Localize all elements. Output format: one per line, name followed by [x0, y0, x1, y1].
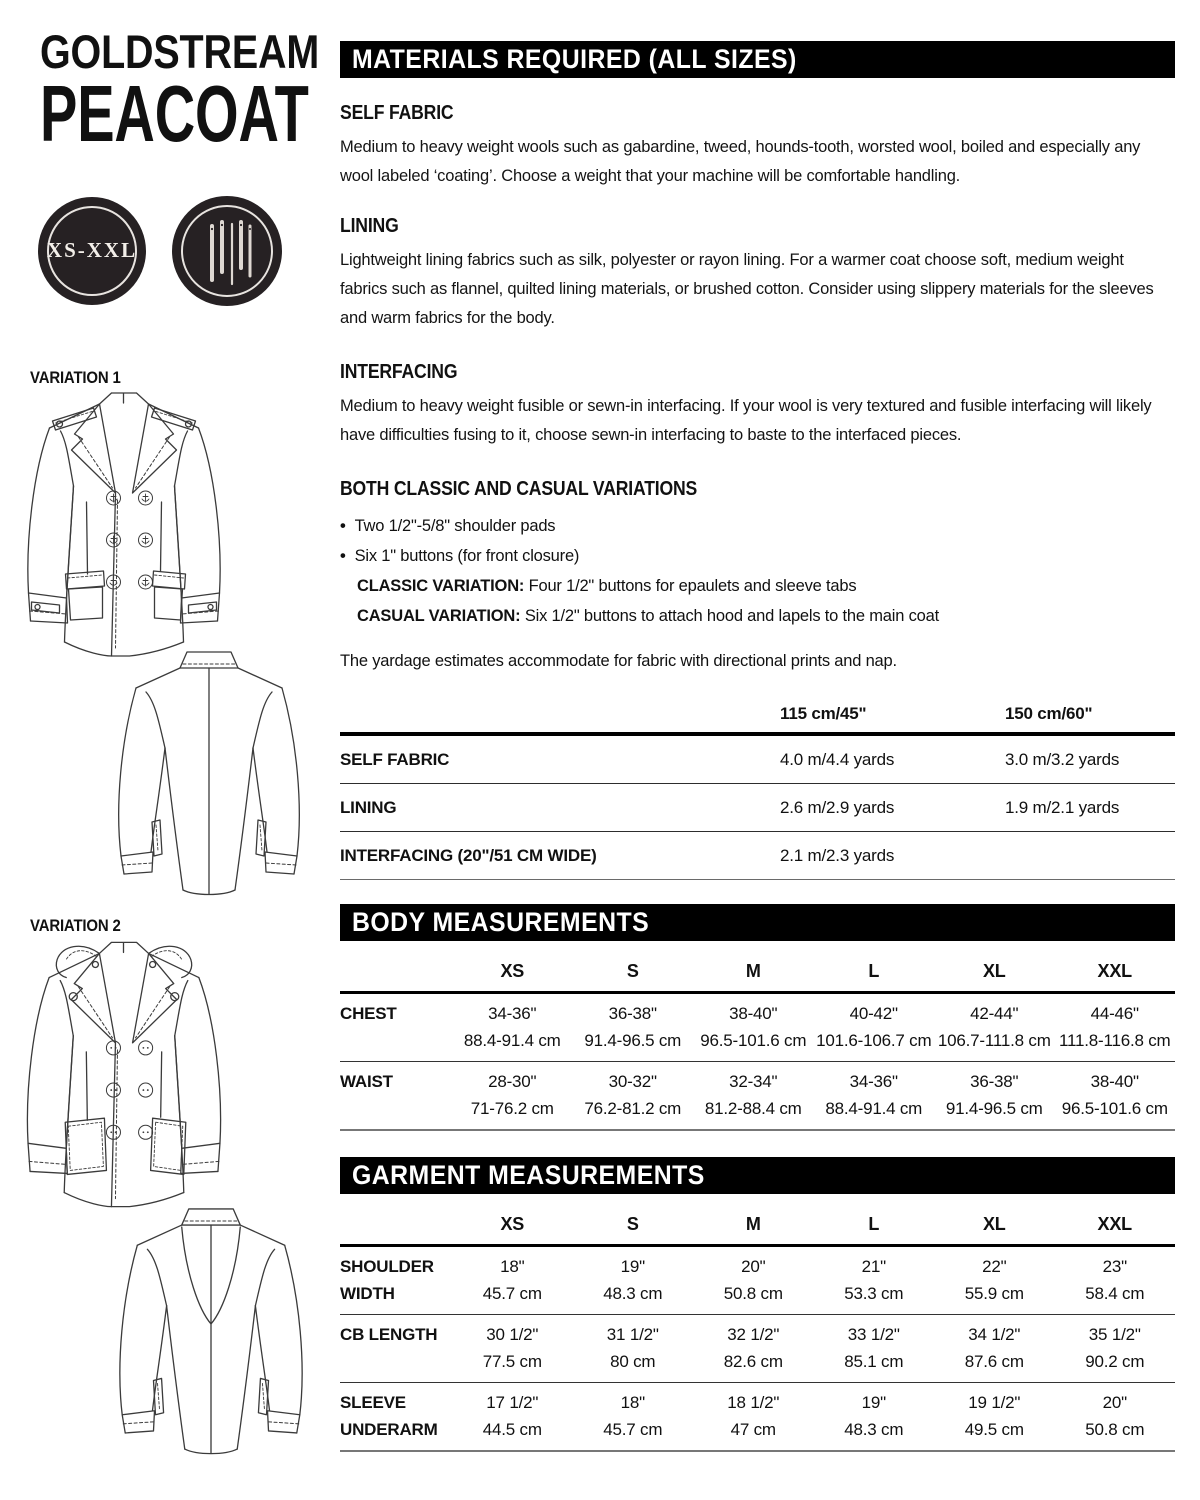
size-range-badge	[38, 197, 146, 305]
needles-badge	[172, 196, 282, 306]
cb-length-row: CB LENGTH 30 1/2" 77.5 cm 31 1/2" 80 cm 32 1/2" 82.6 cm 33 1/2" 85.1 cm 34 1/2" 87.6 cm 35 1/2" 90.2 cm	[340, 1315, 1175, 1383]
waist-row: WAIST 28-30" 71-76.2 cm 30-32" 76.2-81.2 cm 32-34" 81.2-88.4 cm 34-36" 88.4-91.4 cm 36-38" 91.4-96.5 cm 38-40" 96.5-101.6 cm	[340, 1062, 1175, 1131]
needles-icon	[172, 196, 282, 306]
yardage-col-150: 150 cm/60"	[1005, 704, 1093, 723]
garment-size-header-row: XS S M L XL XXL	[340, 1200, 1175, 1247]
yardage-row-lining: LINING 2.6 m/2.9 yards 1.9 m/2.1 yards	[340, 784, 1175, 832]
yardage-col-115: 115 cm/45"	[780, 704, 867, 723]
garment-measurements-table	[340, 1200, 1175, 1452]
casual-variation-line	[340, 601, 1175, 631]
variation-1-label: VARIATION 1	[30, 368, 121, 387]
chest-row: CHEST 34-36" 88.4-91.4 cm 36-38" 91.4-96.5 cm 38-40" 96.5-101.6 cm 40-42" 101.6-106.7 cm 42-44" 106.7-111.8 cm 44-46" 111.8-116.8 cm	[340, 994, 1175, 1062]
classic-variation-line	[340, 571, 1175, 601]
self-fabric-heading: SELF FABRIC	[340, 102, 454, 124]
size-range-text: XS-XXL	[46, 238, 138, 262]
casual-variation-label: CASUAL VARIATION:	[357, 607, 521, 625]
garment-measurements-header-bar	[340, 1157, 1175, 1194]
shoulder-width-row: SHOULDER WIDTH 18" 45.7 cm 19" 48.3 cm 20" 50.8 cm 21" 53.3 cm 22" 55.9 cm 23" 58.4 cm	[340, 1247, 1175, 1315]
left-column	[0, 0, 340, 1500]
variations-heading: BOTH CLASSIC AND CASUAL VARIATIONS	[340, 478, 698, 500]
yardage-header-row	[340, 690, 1175, 736]
materials-header-bar	[340, 41, 1175, 78]
right-column	[340, 0, 1175, 1452]
yardage-row-self-fabric: SELF FABRIC 4.0 m/4.4 yards 3.0 m/3.2 yards	[340, 736, 1175, 784]
variation-2-label: VARIATION 2	[30, 916, 121, 935]
bullet-front-buttons: • Six 1" buttons (for front closure)	[340, 541, 1175, 571]
yardage-row-interfacing: INTERFACING (20"/51 CM WIDE) 2.1 m/2.3 yards	[340, 832, 1175, 880]
interfacing-heading: INTERFACING	[340, 361, 458, 383]
pattern-title-line1: GOLDSTREAM	[40, 25, 320, 78]
materials-header-text: MATERIALS REQUIRED (ALL SIZES)	[351, 44, 797, 74]
yardage-table	[340, 690, 1175, 880]
variation-1-front-illustration	[16, 390, 232, 662]
body-size-header-row: XS S M L XL XXL	[340, 947, 1175, 994]
garment-measurements-header-text: GARMENT MEASUREMENTS	[351, 1160, 705, 1190]
pattern-title-line2: PEACOAT	[40, 69, 309, 158]
sleeve-underarm-row: SLEEVE UNDERARM 17 1/2" 44.5 cm 18" 45.7 cm 18 1/2" 47 cm 19" 48.3 cm 19 1/2" 49.5 cm 20" 50.8 cm	[340, 1383, 1175, 1452]
bullet-shoulder-pads: • Two 1/2"-5/8" shoulder pads	[340, 511, 1175, 541]
body-measurements-table	[340, 947, 1175, 1131]
classic-variation-label: CLASSIC VARIATION:	[357, 577, 525, 595]
self-fabric-body: Medium to heavy weight wools such as gabardine, tweed, hounds-tooth, worsted wool, boiled and especially any wool labeled ‘coating’. Choose a weight that your machine will be comfortable handling.	[340, 138, 1141, 185]
yardage-note: The yardage estimates accommodate for fabric with directional prints and nap.	[340, 652, 897, 670]
variations-list	[340, 511, 1175, 631]
casual-variation-text: Six 1/2" buttons to attach hood and lapels to the main coat	[520, 607, 939, 625]
interfacing-body: Medium to heavy weight fusible or sewn-in interfacing. If your wool is very textured and fusible interfacing will likely have difficulties fusing to it, choose sewn-in interfacing to baste to the interfaced pieces.	[340, 397, 1152, 444]
variation-1-back-illustration	[98, 646, 320, 898]
body-measurements-header-bar	[340, 904, 1175, 941]
classic-variation-text: Four 1/2" buttons for epaulets and sleeve tabs	[524, 577, 857, 595]
variation-2-front-illustration	[16, 938, 232, 1214]
variation-2-back-illustration	[100, 1196, 322, 1464]
lining-heading: LINING	[340, 215, 399, 237]
body-measurements-header-text: BODY MEASUREMENTS	[351, 907, 650, 937]
lining-body: Lightweight lining fabrics such as silk, polyester or rayon lining. For a warmer coat choose soft, medium weight fabrics such as flannel, quilted lining materials, or brushed cotton. Consider using slippery materials for the sleeves and warm fabrics for the body.	[340, 251, 1154, 327]
